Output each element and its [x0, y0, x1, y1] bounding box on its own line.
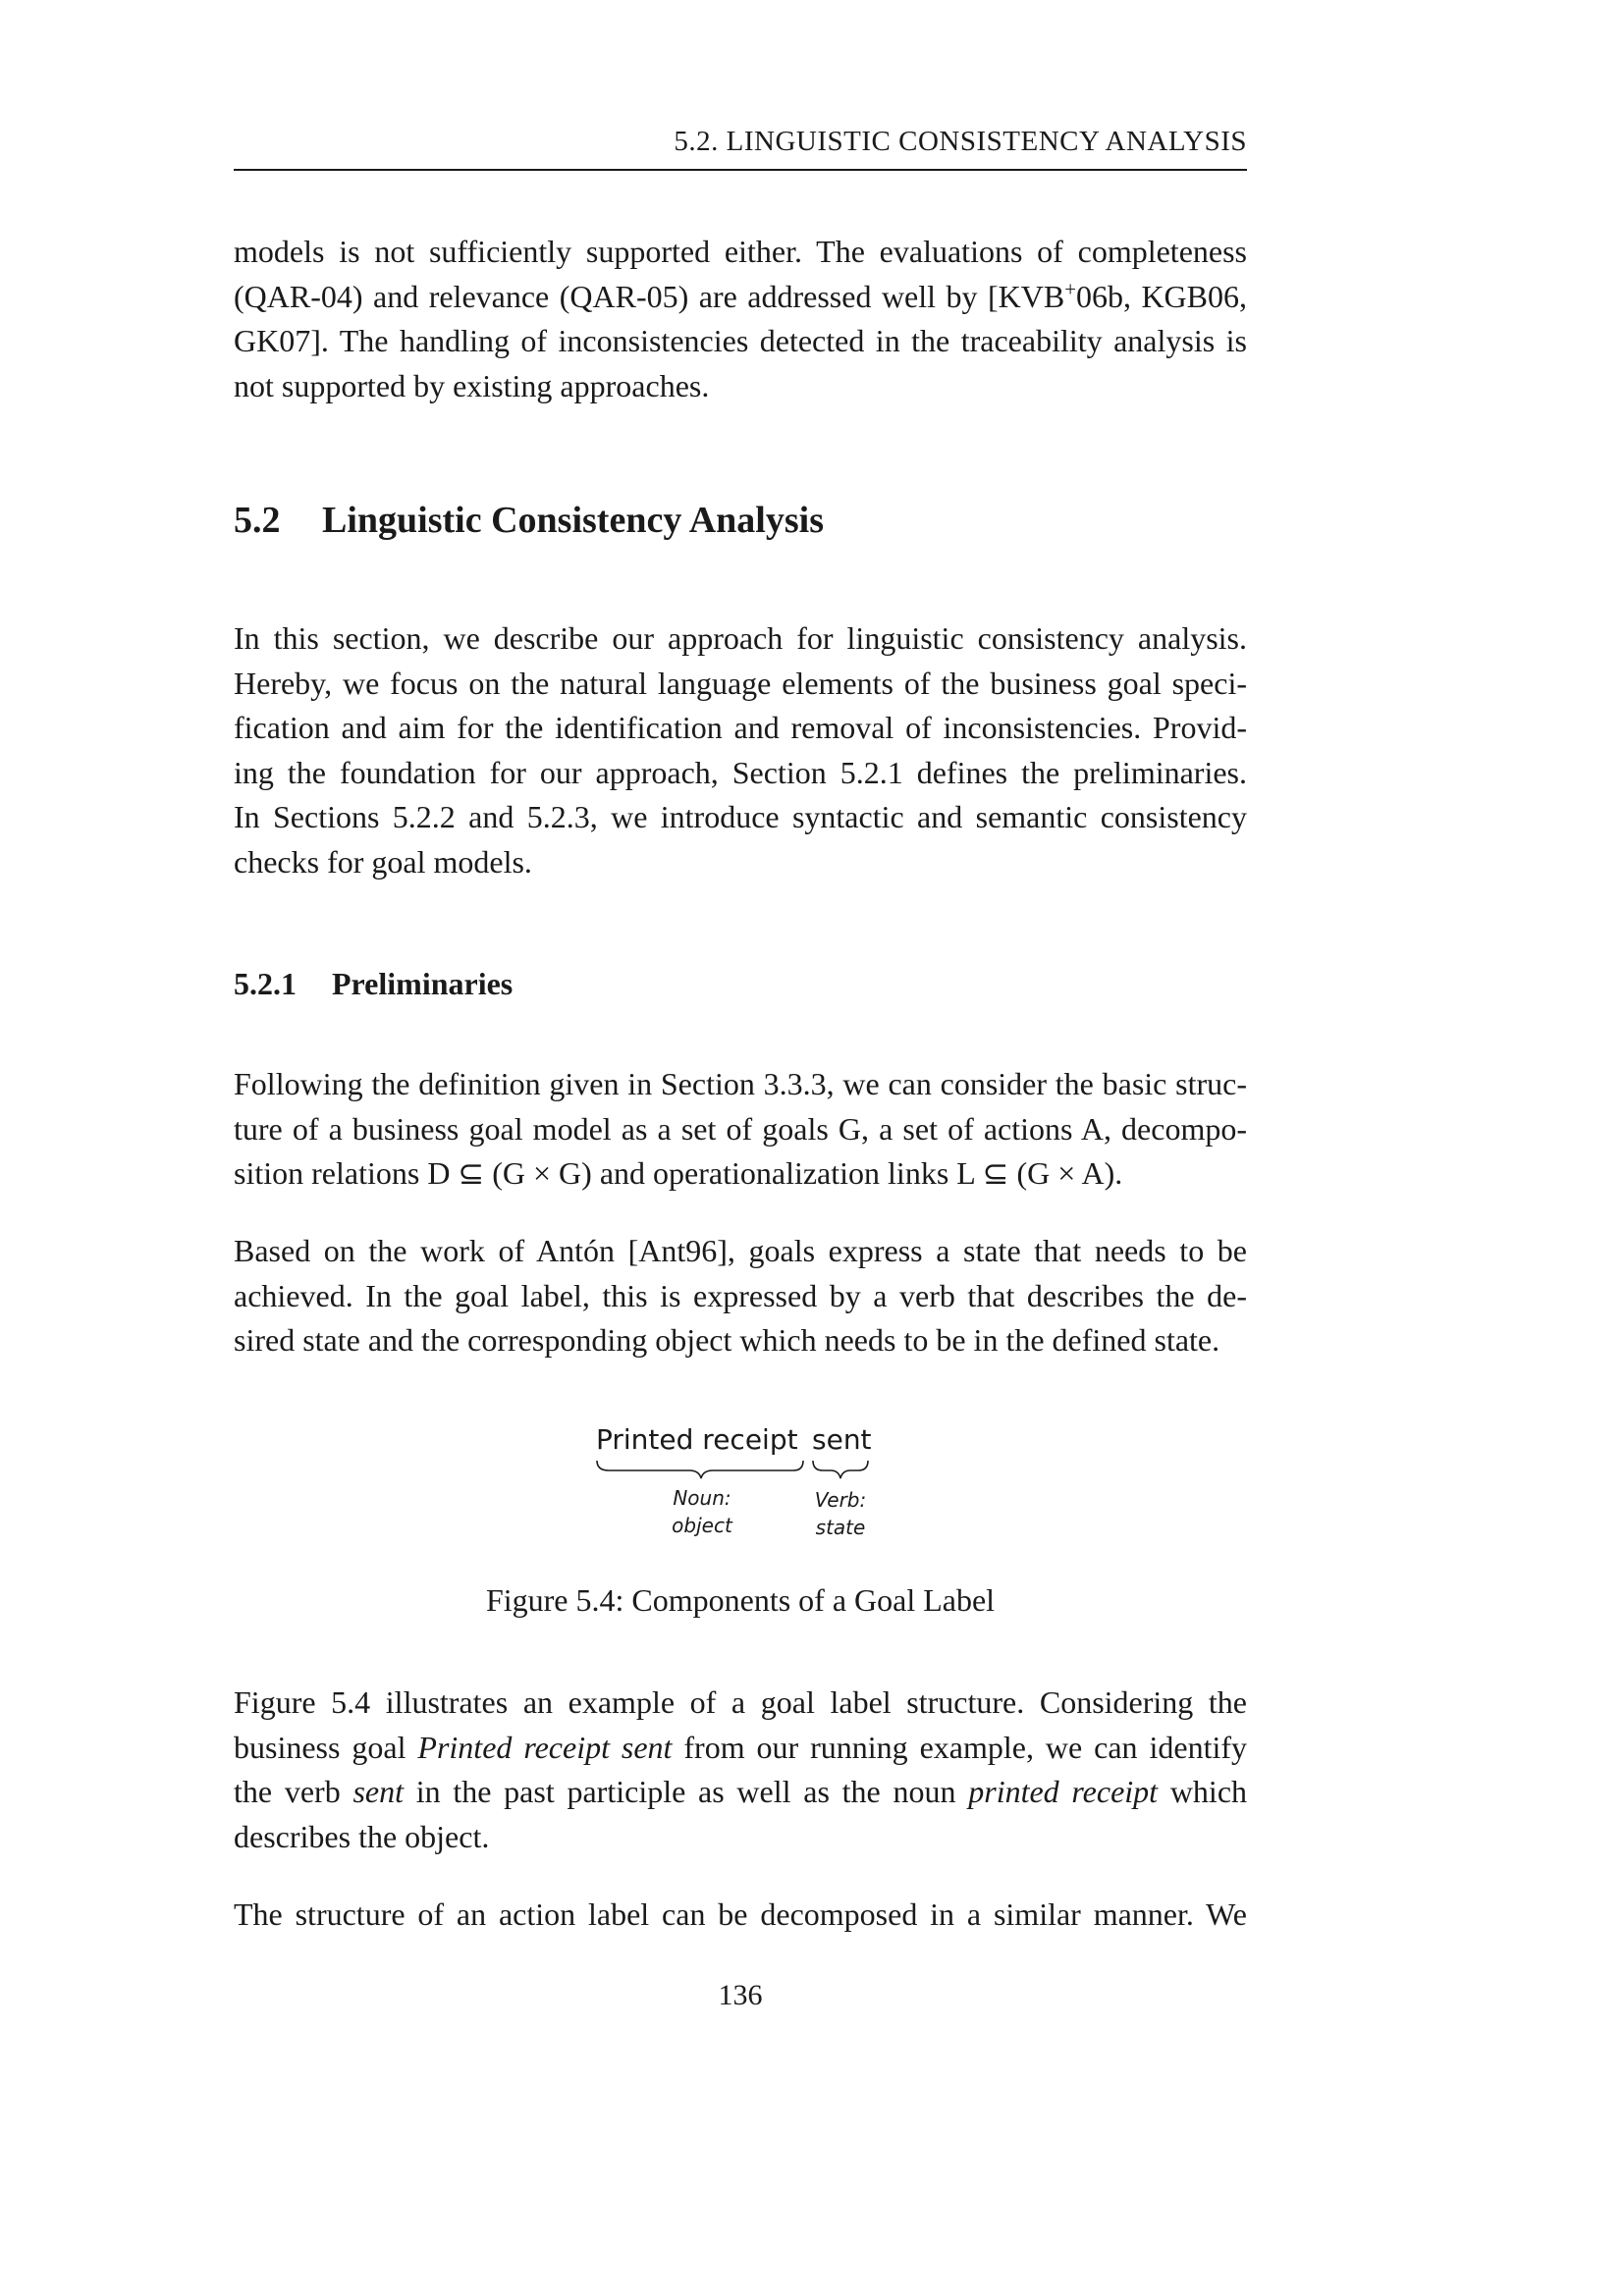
text-line: describes the object.: [234, 1818, 490, 1854]
text-line: sition relations D ⊆ (G × G) and operationalization links L ⊆ (G × A).: [234, 1155, 1123, 1191]
text-line: checks for goal models.: [234, 843, 532, 880]
text-line: Hereby, we focus on the natural language elements of the business goal speci-: [234, 665, 1247, 701]
noun-label: [648, 1486, 756, 1537]
intro-paragraph: [234, 230, 1247, 408]
verb-brace: [813, 1461, 868, 1478]
text-line: Figure 5.4 illustrates an example of a goal label structure. Considering the: [234, 1684, 1247, 1720]
text-line: models is not sufficiently supported either. The evaluations of completeness: [234, 234, 1247, 269]
preliminaries-paragraph: [234, 1062, 1247, 1197]
section-heading: [234, 499, 824, 542]
text-line: sired state and the corresponding object which needs to be in the defined state.: [234, 1322, 1220, 1358]
verb-label-line2: state: [815, 1516, 866, 1539]
action-label-paragraph: [234, 1893, 1247, 1938]
section-title: Linguistic Consistency Analysis: [322, 500, 824, 541]
subsection-title: Preliminaries: [332, 966, 514, 1001]
section-number: 5.2: [234, 500, 281, 541]
noun-label-line1: Noun:: [673, 1486, 731, 1510]
verb-label: [801, 1488, 880, 1539]
text-line: fication and aim for the identification and removal of inconsistencies. Provid-: [234, 710, 1247, 745]
subsection-heading: [234, 966, 513, 1002]
anton-paragraph: [234, 1229, 1247, 1363]
noun-label-line2: object: [672, 1514, 732, 1537]
text-line: achieved. In the goal label, this is expressed by a verb that describes the de-: [234, 1277, 1247, 1313]
figure-caption: Figure 5.4: Components of a Goal Label: [485, 1582, 996, 1618]
subsection-number: 5.2.1: [234, 966, 297, 1001]
noun-text: Printed receipt: [596, 1423, 798, 1456]
verb-text: sent: [812, 1423, 872, 1456]
text-line: The structure of an action label can be decomposed in a similar manner. We: [234, 1896, 1247, 1932]
text-line: the verb sent in the past participle as well as the noun printed receipt which: [234, 1774, 1248, 1809]
text-line: ing the foundation for our approach, Section 5.2.1 defines the preliminaries.: [234, 754, 1247, 790]
text-line: not supported by existing approaches.: [234, 367, 710, 403]
figure-discussion-paragraph: [234, 1681, 1247, 1859]
goal-label-figure: [589, 1414, 884, 1541]
text-line: (QAR-04) and relevance (QAR-05) are addressed well by [KVB+06b, KGB06,: [234, 277, 1248, 314]
text-line: ture of a business goal model as a set of goals G, a set of actions A, decompo-: [234, 1110, 1247, 1147]
section-intro-paragraph: [234, 616, 1247, 884]
running-header: 5.2. LINGUISTIC CONSISTENCY ANALYSIS: [674, 126, 1247, 157]
text-line: GK07]. The handling of inconsistencies detected in the traceability analysis is: [234, 323, 1247, 358]
text-line: Based on the work of Antón [Ant96], goals express a state that needs to be: [234, 1233, 1247, 1268]
noun-brace: [597, 1461, 803, 1478]
text-line: In this section, we describe our approach for linguistic consistency analysis.: [234, 620, 1247, 656]
text-line: business goal Printed receipt sent from our running example, we can identify: [234, 1729, 1248, 1765]
page-number: 136: [718, 1979, 763, 2011]
text-line: Following the definition given in Section 3.3.3, we can consider the basic struc-: [234, 1066, 1247, 1101]
text-line: In Sections 5.2.2 and 5.2.3, we introduce syntactic and semantic consistency: [234, 799, 1247, 834]
header-rule: [234, 169, 1247, 171]
verb-label-line1: Verb:: [814, 1488, 867, 1512]
